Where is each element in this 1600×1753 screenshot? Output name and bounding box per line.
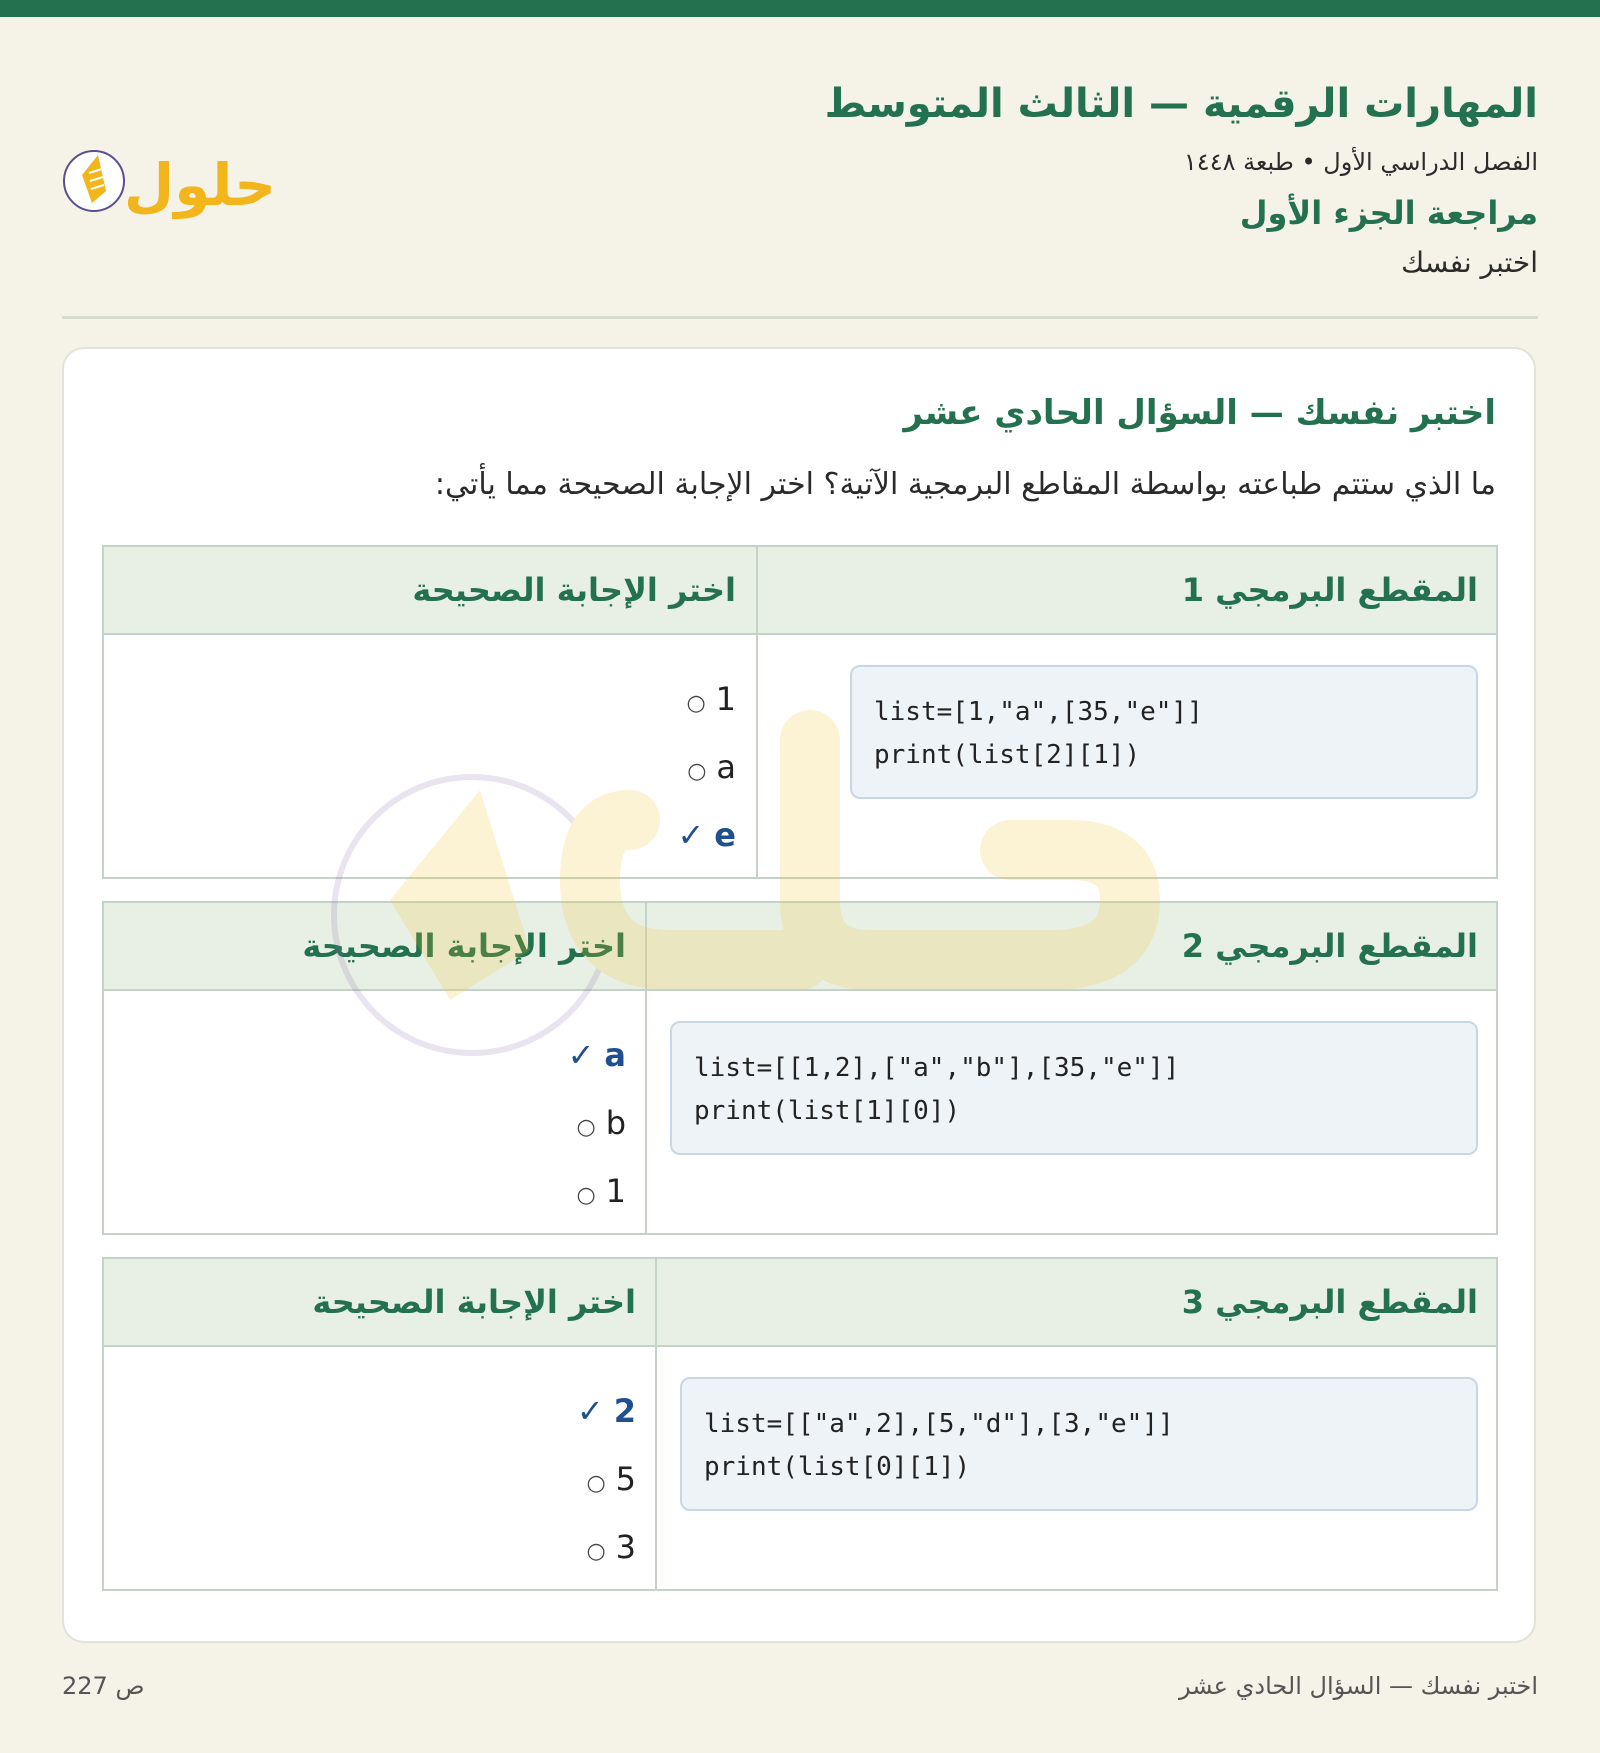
answer-options <box>577 1377 636 1581</box>
answer-column-header: اختر الإجابة الصحيحة <box>312 1283 636 1321</box>
subsection-title: اختبر نفسك <box>1401 246 1538 279</box>
answer-column-header: اختر الإجابة الصحيحة <box>412 571 736 609</box>
option-label: 2 <box>613 1392 636 1430</box>
option-label: 1 <box>715 680 736 718</box>
code-snippet <box>670 1021 1478 1155</box>
code-line: print(list[0][1]) <box>704 1452 971 1482</box>
answer-option[interactable] <box>568 1089 626 1157</box>
code-table-1 <box>102 545 1498 879</box>
column-divider <box>756 547 758 877</box>
code-line: print(list[2][1]) <box>874 740 1141 770</box>
hulul-logo <box>62 133 282 223</box>
question-title: اختبر نفسك — السؤال الحادي عشر <box>903 393 1496 433</box>
logo-text: حلول <box>123 151 277 219</box>
answer-option-correct[interactable] <box>577 1377 636 1445</box>
book-edition: الفصل الدراسي الأول • طبعة ١٤٤٨ <box>1183 148 1538 176</box>
code-snippet <box>850 665 1478 799</box>
answer-options <box>568 1021 626 1225</box>
section-title: مراجعة الجزء الأول <box>1239 194 1538 232</box>
option-label: b <box>605 1104 626 1142</box>
column-divider <box>655 1259 657 1589</box>
option-label: a <box>716 748 736 786</box>
option-label: 5 <box>615 1460 636 1498</box>
page-number: ص 227 <box>62 1672 145 1700</box>
option-label: e <box>714 816 736 854</box>
option-label: a <box>604 1036 626 1074</box>
book-title: المهارات الرقمية — الثالث المتوسط <box>824 81 1538 127</box>
option-label: 1 <box>605 1172 626 1210</box>
code-table-3 <box>102 1257 1498 1591</box>
radio-icon: ○ <box>687 759 707 784</box>
radio-icon: ○ <box>586 1471 606 1496</box>
answer-option[interactable] <box>577 1445 636 1513</box>
code-column-header: المقطع البرمجي 2 <box>1181 927 1478 965</box>
checkmark-icon: ✓ <box>567 1036 595 1074</box>
code-line: list=[1,"a",[35,"e"]] <box>874 697 1203 727</box>
code-column-header: المقطع البرمجي 1 <box>1181 571 1478 609</box>
checkmark-icon: ✓ <box>677 816 705 854</box>
code-line: print(list[1][0]) <box>694 1096 961 1126</box>
code-line: list=[["a",2],[5,"d"],[3,"e"]] <box>704 1409 1174 1439</box>
answer-option[interactable] <box>677 733 736 801</box>
radio-icon: ○ <box>686 691 706 716</box>
answer-option[interactable] <box>677 665 736 733</box>
page-header <box>62 70 1538 290</box>
footer-caption: اختبر نفسك — السؤال الحادي عشر <box>1179 1672 1538 1700</box>
code-line: list=[[1,2],["a","b"],[35,"e"]] <box>694 1053 1180 1083</box>
answer-option[interactable] <box>577 1513 636 1581</box>
code-table-2 <box>102 901 1498 1235</box>
radio-icon: ○ <box>576 1115 596 1140</box>
checkmark-icon: ✓ <box>576 1392 604 1430</box>
radio-icon: ○ <box>586 1539 606 1564</box>
code-column-header: المقطع البرمجي 3 <box>1181 1283 1478 1321</box>
answer-column-header: اختر الإجابة الصحيحة <box>302 927 626 965</box>
code-snippet <box>680 1377 1478 1511</box>
column-divider <box>645 903 647 1233</box>
answer-options <box>677 665 736 869</box>
option-label: 3 <box>615 1528 636 1566</box>
answer-option-correct[interactable] <box>568 1021 626 1089</box>
header-divider <box>62 316 1538 319</box>
question-prompt: ما الذي ستتم طباعته بواسطة المقاطع البرمجية الآتية؟ اختر الإجابة الصحيحة مما يأتي: <box>434 467 1496 502</box>
top-accent-bar <box>0 0 1600 17</box>
answer-option-correct[interactable] <box>677 801 736 869</box>
answer-option[interactable] <box>568 1157 626 1225</box>
radio-icon: ○ <box>576 1183 596 1208</box>
question-card <box>62 347 1536 1643</box>
